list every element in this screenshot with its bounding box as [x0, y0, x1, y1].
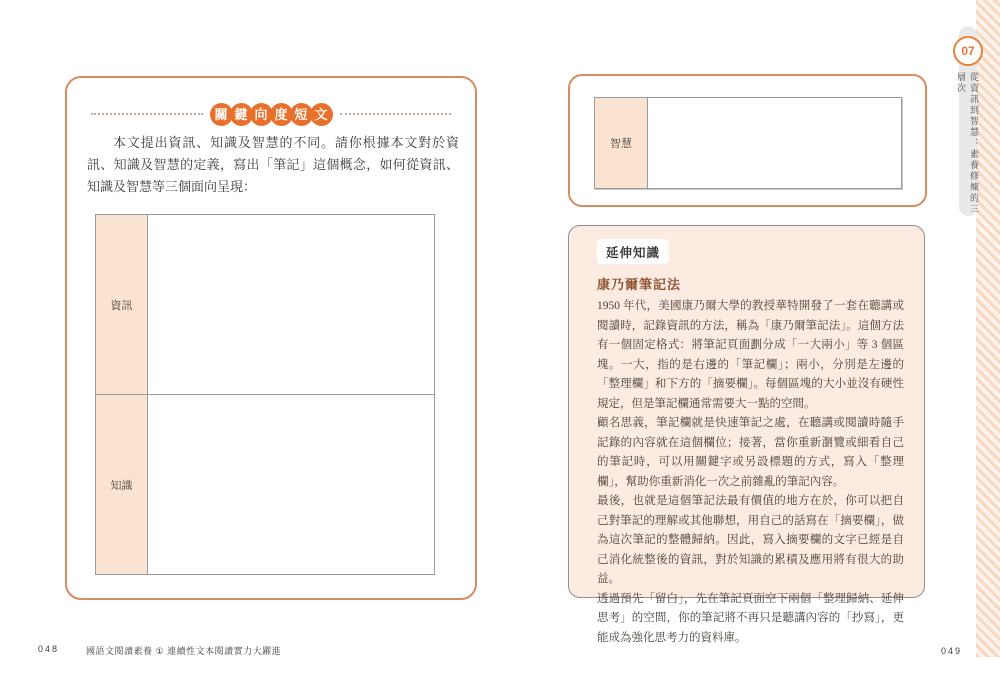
answer-area-wisdom — [648, 98, 901, 188]
section-title-row — [91, 102, 451, 126]
page-number-right: 049 — [941, 646, 963, 656]
body-paragraph: 最後，也就是這個筆記法最有價值的地方在於，你可以把自己對筆記的理解或其他聯想，用自己的話寫在「摘要欄」，做為這次筆記的整體歸納。因此，寫入摘要欄的文字已經是自己消化統整後的資訊，對於知識的累積及應用將有很大的助益。 — [597, 495, 904, 585]
section-title-badge — [210, 103, 333, 126]
answer-area-knowledge — [148, 395, 434, 574]
row-label-wisdom: 智慧 — [595, 98, 648, 188]
worksheet-panel-continued — [568, 74, 927, 207]
row-label-knowledge: 知識 — [96, 395, 148, 574]
chapter-title-vertical: 從資訊到智慧：素養修煉的三層次 — [956, 72, 979, 215]
extended-knowledge-box — [568, 225, 925, 644]
worksheet-table-continued — [594, 97, 902, 189]
badge-char: 關 — [210, 103, 233, 126]
row-label-information: 資訊 — [96, 215, 148, 394]
cornell-method-heading: 康乃爾筆記法 — [597, 277, 682, 292]
chapter-number-badge: 07 — [953, 36, 983, 66]
exercise-instructions: 本文提出資訊、知識及智慧的不同。請你根據本文對於資訊、知識及智慧的定義，寫出「筆記」這個概念，如何從資訊、知識及智慧等三個面向呈現： — [87, 135, 459, 194]
badge-char: 短 — [290, 103, 313, 126]
extended-knowledge-body — [597, 297, 904, 648]
badge-char: 向 — [250, 103, 273, 126]
dotted-divider-left — [91, 113, 203, 115]
book-title-footer: 國語文閱讀素養 ① 連續性文本閱讀實力大躍進 — [86, 646, 282, 656]
table-row — [96, 215, 434, 394]
badge-char: 度 — [270, 103, 293, 126]
answer-area-information — [148, 215, 434, 394]
dotted-divider-right — [340, 113, 452, 115]
extended-knowledge-label: 延伸知識 — [597, 239, 669, 264]
table-row — [96, 394, 434, 574]
body-paragraph: 顧名思義，筆記欄就是快速筆記之處，在聽講或閱讀時隨手記錄的內容就在這個欄位；接著，當你重新瀏覽或細看自己的筆記時，可以用關鍵字或另設標題的方式，寫入「整理欄」，幫助你重新消化一次之前雜亂的筆記內容。 — [597, 417, 904, 488]
page-number-left: 048 — [38, 644, 60, 654]
body-paragraph: 透過預先「留白」，先在筆記頁面空下兩個「整理歸納、延伸思考」的空間，你的筆記將不再只是聽講內容的「抄寫」，更能成為強化思考力的資料庫。 — [597, 592, 904, 644]
worksheet-panel — [65, 76, 477, 600]
body-paragraph: 1950 年代，美國康乃爾大學的教授華特開發了一套在聽講或閱讀時，記錄資訊的方法，稱為「康乃爾筆記法」。這個方法有一個固定格式：將筆記頁面劃分成「一大兩小」等 3 個區塊。一大，指的是右邊的「筆記欄」；兩小，分別是左邊的「整理欄」和下方的「摘要欄」。每個區塊的大小並沒有硬性規定，但是筆記欄通常需要大一點的空間。 — [597, 300, 904, 410]
badge-char: 鍵 — [230, 103, 253, 126]
worksheet-table — [95, 214, 435, 575]
badge-char: 文 — [310, 103, 333, 126]
